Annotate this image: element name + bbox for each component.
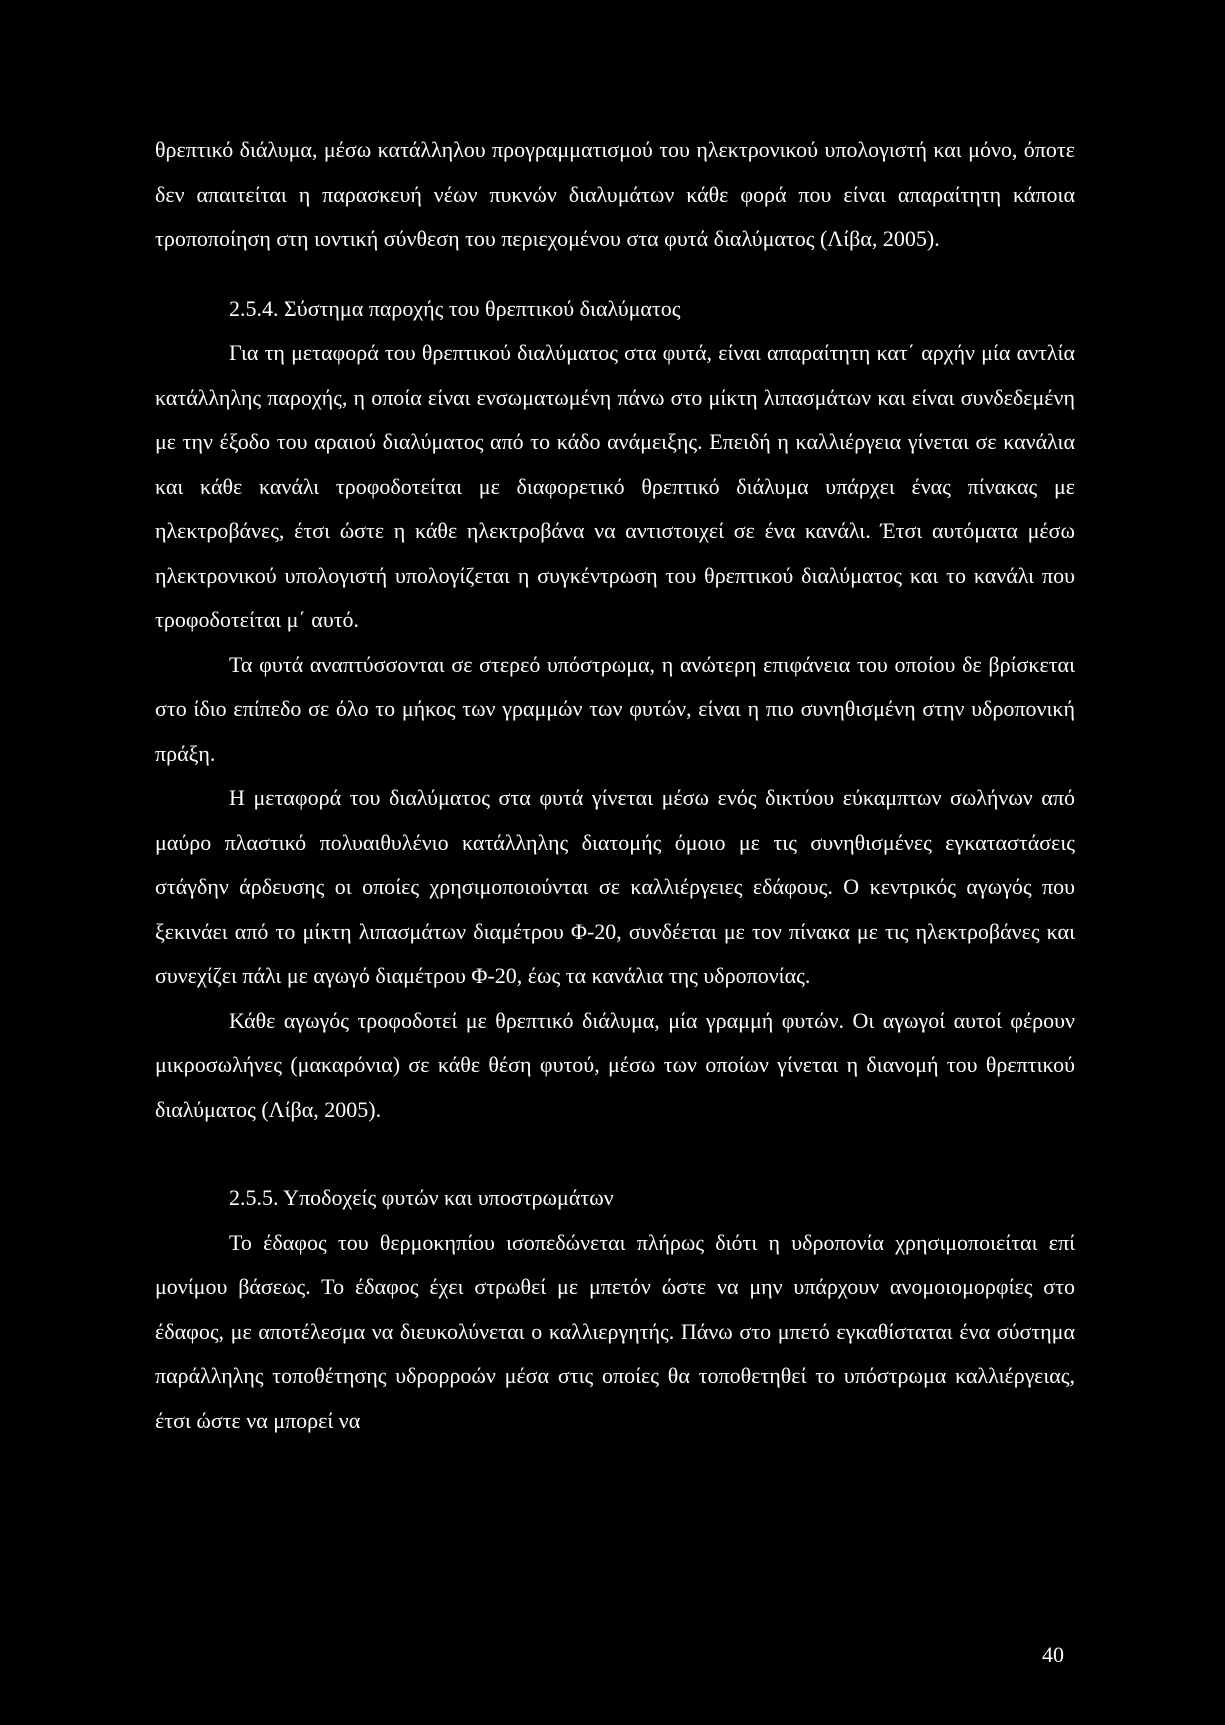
page-number: 40 [1042,1642,1064,1667]
paragraph-micro-tubes: Κάθε αγωγός τροφοδοτεί με θρεπτικό διάλυμα, μία γραμμή φυτών. Οι αγωγοί αυτοί φέρουν μικροσωλήνες (μακαρόνια) σε κάθε θέση φυτού, μέσω των οποίων γίνεται η διανομή του θρεπτικού διαλύματος (Λίβα, 2005). [155,1007,1075,1122]
paragraph-pipe-network: Η μεταφορά του διαλύματος στα φυτά γίνεται μέσω ενός δικτύου εύκαμπτων σωλήνων από μαύρο πλαστικό πολυαιθυλένιο κατάλληλης διατομής όμοιο με τις συνηθισμένες εγκαταστάσεις στάγδην άρδευσης οι οποίες χρησιμοποιούνται σε καλλιέργειες εδάφους. Ο κεντρικός αγωγός που ξεκινάει από το μίκτη λιπασμάτων διαμέτρου Φ-20, συνδέεται με τον πίνακα με τις ηλεκτροβάνες και συνεχίζει πάλι με αγωγό διαμέτρου Φ-20, έως τα κανάλια της υδροπονίας. [155,785,1075,988]
section-heading-2-5-5: 2.5.5. Υποδοχείς φυτών και υποστρωμάτων [229,1185,614,1210]
intro-paragraph: θρεπτικό διάλυμα, μέσω κατάλληλου προγραμματισμού του ηλεκτρονικού υπολογιστή και μόνο, όποτε δεν απαιτείται η παρασκευή νέων πυκνών διαλυμάτων κάθε φορά που είναι απαραίτητη κάποια τροποποίηση στη ιοντική σύνθεση του περιεχομένου στα φυτά διαλύματος (Λίβα, 2005). [155,137,1075,251]
page-body [155,128,1075,1443]
paragraph-greenhouse-floor: Το έδαφος του θερμοκηπίου ισοπεδώνεται πλήρως διότι η υδροπονία χρησιμοποιείται επί μονίμου βάσεως. Το έδαφος έχει στρωθεί με μπετόν ώστε να μην υπάρχουν ανομοιομορφίες στο έδαφος, με αποτέλεσμα να διευκολύνεται ο καλλιεργητής. Πάνω στο μπετό εγκαθίσταται ένα σύστημα παράλληλης τοποθέτησης υδρορροών μέσα στις οποίες θα τοποθετηθεί το υπόστρωμα καλλιέργειας, έτσι ώστε να μπορεί να [155,1229,1075,1433]
paragraph-pump-system: Για τη μεταφορά του θρεπτικού διαλύματος στα φυτά, είναι απαραίτητη κατ΄ αρχήν μία αντλία κατάλληλης παροχής, η οποία είναι ενσωματωμένη πάνω στο μίκτη λιπασμάτων και είναι συνδεδεμένη με την έξοδο του αραιού διαλύματος από το κάδο ανάμειξης. Επειδή η καλλιέργεια γίνεται σε κανάλια και κάθε κανάλι τροφοδοτείται με διαφορετικό θρεπτικό διάλυμα υπάρχει ένας πίνακας με ηλεκτροβάνες, έτσι ώστε η κάθε ηλεκτροβάνα να αντιστοιχεί σε ένα κανάλι. Έτσι αυτόματα μέσω ηλεκτρονικού υπολογιστή υπολογίζεται η συγκέντρωση του θρεπτικού διαλύματος και το κανάλι που τροφοδοτείται μ΄ αυτό. [155,340,1075,632]
paragraph-substrate: Τα φυτά αναπτύσσονται σε στερεό υπόστρωμα, η ανώτερη επιφάνεια του οποίου δε βρίσκεται στο ίδιο επίπεδο σε όλο το μήκος των γραμμών των φυτών, είναι η πιο συνηθισμένη στην υδροπονική πράξη. [155,651,1075,766]
section-heading-2-5-4: 2.5.4. Σύστημα παροχής του θρεπτικού διαλύματος [229,295,681,321]
